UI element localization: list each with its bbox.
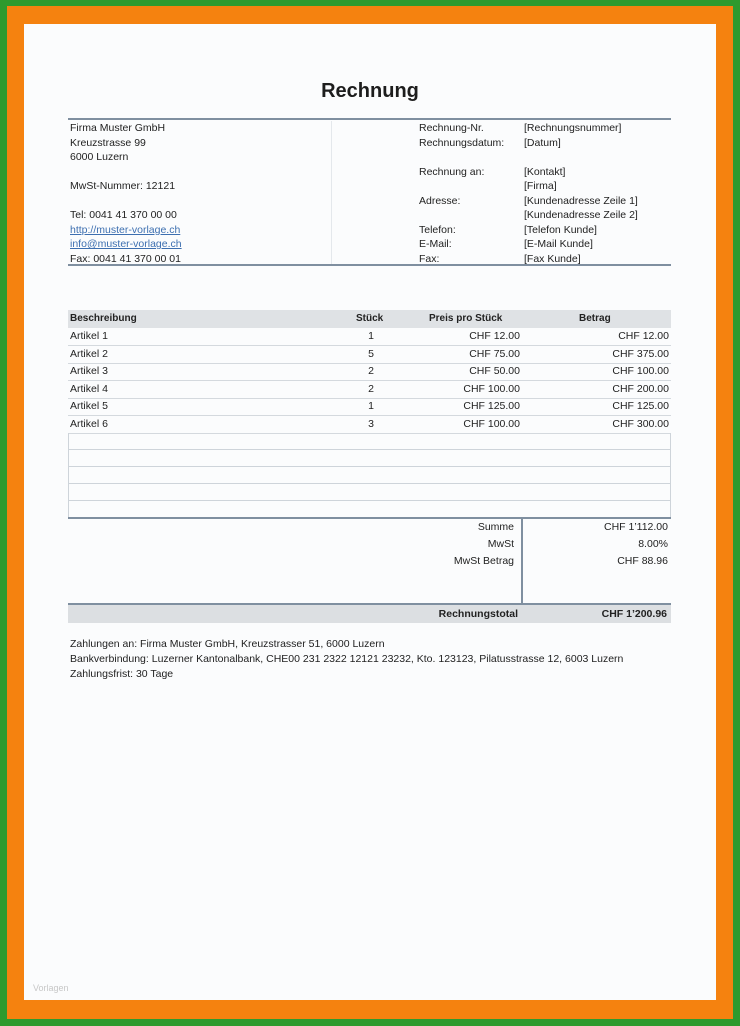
item-description: Artikel 1 <box>70 330 108 342</box>
item-amount: CHF 100.00 <box>612 365 669 377</box>
item-description: Artikel 5 <box>70 400 108 412</box>
invoice-date-label: Rechnungsdatum: <box>419 136 505 149</box>
table-row <box>68 398 671 416</box>
customer-firm-value: [Firma] <box>524 180 557 192</box>
header-top-rule <box>68 118 671 120</box>
sender-street: Kreuzstrasse 99 <box>70 136 146 149</box>
invoice-to-label: Rechnung an: <box>419 165 485 178</box>
table-row <box>68 381 671 399</box>
item-quantity: 5 <box>368 347 374 360</box>
col-header-unit-price: Preis pro Stück <box>429 313 503 324</box>
sender-city: 6000 Luzern <box>70 151 129 163</box>
table-row <box>68 416 671 434</box>
item-quantity: 3 <box>368 417 374 430</box>
item-amount: CHF 12.00 <box>618 330 669 342</box>
invoice-date-value: [Datum] <box>524 136 561 149</box>
sender-phone: Tel: 0041 41 370 00 00 <box>70 209 177 221</box>
customer-phone-label: Telefon: <box>419 223 456 236</box>
item-unit-price: CHF 12.00 <box>469 330 520 342</box>
sender-website-link[interactable]: http://muster-vorlage.ch <box>70 223 181 236</box>
payment-terms: Zahlungsfrist: 30 Tage <box>70 668 174 680</box>
item-quantity: 2 <box>368 365 374 377</box>
empty-table-row <box>68 501 671 518</box>
empty-table-row <box>68 450 671 467</box>
sender-vat-number: MwSt-Nummer: 12121 <box>70 180 176 192</box>
sum-label: Summe <box>477 521 514 533</box>
empty-table-row <box>68 484 671 501</box>
total-label: Rechnungstotal <box>438 608 518 620</box>
vat-label: MwSt <box>487 538 514 550</box>
watermark: Vorlagen <box>33 983 69 993</box>
payment-info: Zahlungen an: Firma Muster GmbH, Kreuzstrasser 51, 6000 Luzern <box>70 638 385 650</box>
customer-phone-value: [Telefon Kunde] <box>524 223 597 236</box>
vat-amount-value: CHF 88.96 <box>617 555 668 567</box>
customer-email-value: [E-Mail Kunde] <box>524 238 593 250</box>
col-header-description: Beschreibung <box>70 313 137 324</box>
sender-fax: Fax: 0041 41 370 00 01 <box>70 252 181 265</box>
item-quantity: 1 <box>368 330 374 342</box>
item-description: Artikel 2 <box>70 347 108 360</box>
invoice-number-label: Rechnung-Nr. <box>419 122 484 134</box>
sum-value: CHF 1’112.00 <box>603 521 668 533</box>
customer-contact-value: [Kontakt] <box>524 165 566 178</box>
header-column-separator <box>331 121 332 264</box>
empty-table-row <box>68 467 671 484</box>
sender-email-link[interactable]: info@muster-vorlage.ch <box>70 238 182 250</box>
table-bottom-rule <box>68 517 671 519</box>
item-unit-price: CHF 75.00 <box>469 347 520 360</box>
customer-fax-label: Fax: <box>419 252 440 265</box>
customer-fax-value: [Fax Kunde] <box>524 252 581 265</box>
item-amount: CHF 125.00 <box>612 400 669 412</box>
invoice-number-value: [Rechnungsnummer] <box>524 122 622 134</box>
invoice-total-bar <box>68 605 671 623</box>
customer-address-line1: [Kundenadresse Zeile 1] <box>524 194 638 207</box>
empty-table-row <box>68 433 671 450</box>
col-header-quantity: Stück <box>356 313 384 324</box>
total-top-rule <box>68 603 671 605</box>
item-amount: CHF 300.00 <box>612 417 669 430</box>
item-quantity: 1 <box>368 400 374 412</box>
table-row <box>68 363 671 381</box>
table-row <box>68 346 671 364</box>
item-amount: CHF 375.00 <box>612 347 669 360</box>
item-description: Artikel 3 <box>70 365 108 377</box>
col-header-amount: Betrag <box>579 313 611 324</box>
invoice-title: Rechnung <box>321 80 419 102</box>
total-value: CHF 1’200.96 <box>601 608 667 620</box>
customer-address-label: Adresse: <box>419 194 461 207</box>
table-row <box>68 328 671 346</box>
item-quantity: 2 <box>368 382 374 395</box>
item-unit-price: CHF 100.00 <box>463 417 520 430</box>
customer-address-line2: [Kundenadresse Zeile 2] <box>524 209 638 221</box>
vat-value: 8.00% <box>638 538 668 550</box>
item-description: Artikel 4 <box>70 382 108 395</box>
customer-email-label: E-Mail: <box>419 238 452 250</box>
item-unit-price: CHF 50.00 <box>469 365 520 377</box>
item-unit-price: CHF 100.00 <box>463 382 520 395</box>
bank-info: Bankverbindung: Luzerner Kantonalbank, CHE00 231 2322 12121 23232, Kto. 123123, Pilatusstrasse 12, 6003 Luzern <box>70 653 624 665</box>
items-table-header <box>68 310 671 328</box>
item-description: Artikel 6 <box>70 417 108 430</box>
item-unit-price: CHF 125.00 <box>463 400 520 412</box>
sender-company: Firma Muster GmbH <box>70 122 166 134</box>
item-amount: CHF 200.00 <box>612 382 669 395</box>
vat-amount-label: MwSt Betrag <box>453 555 514 567</box>
